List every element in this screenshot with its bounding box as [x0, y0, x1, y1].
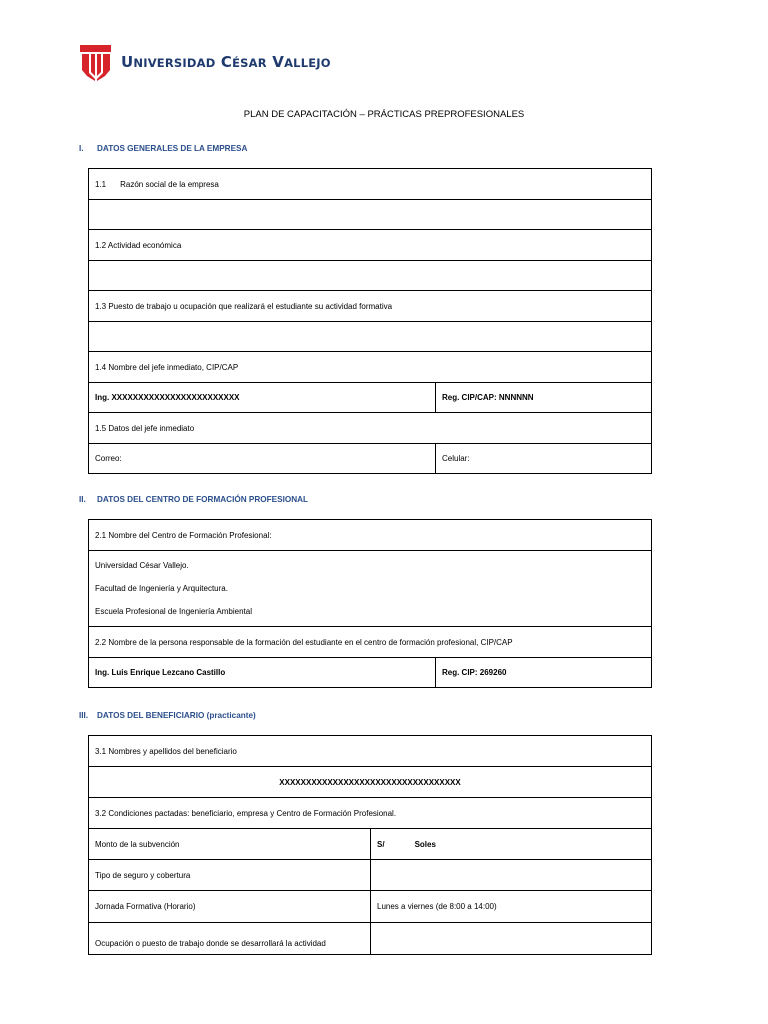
monto-currency: S/ [377, 839, 385, 849]
university-name: UNIVERSIDAD CÉSAR VALLEJO [121, 53, 331, 71]
correo-field[interactable]: Correo: [89, 444, 436, 474]
razon-social-field[interactable] [89, 200, 652, 230]
puesto-label: 1.3 Puesto de trabajo u ocupación que realizará el estudiante su actividad formativa [89, 291, 652, 322]
university-logo [79, 42, 331, 82]
jornada-field[interactable]: Lunes a viernes (de 8:00 a 14:00) [371, 891, 652, 923]
centro-linea-universidad: Universidad César Vallejo. [95, 561, 189, 570]
beneficiario-nombre[interactable]: XXXXXXXXXXXXXXXXXXXXXXXXXXXXXXXXXX [89, 767, 652, 798]
jefe-nombre[interactable]: Ing. XXXXXXXXXXXXXXXXXXXXXXXX [89, 383, 436, 413]
ocupacion-field[interactable] [371, 923, 652, 955]
datos-jefe-label: 1.5 Datos del jefe inmediato [89, 413, 652, 444]
monto-label: Monto de la subvención [89, 829, 371, 860]
responsable-reg[interactable]: Reg. CIP: 269260 [436, 658, 652, 688]
empresa-table [88, 168, 652, 474]
seguro-label: Tipo de seguro y cobertura [89, 860, 371, 891]
section-heading-centro: II. DATOS DEL CENTRO DE FORMACIÓN PROFESIONAL [79, 495, 309, 504]
ocupacion-label: Ocupación o puesto de trabajo donde se desarrollará la actividad [89, 923, 371, 955]
jefe-reg[interactable]: Reg. CIP/CAP: NNNNNN [436, 383, 652, 413]
condiciones-label: 3.2 Condiciones pactadas: beneficiario, empresa y Centro de Formación Profesional. [89, 798, 652, 829]
section-heading-beneficiario: III. DATOS DEL BENEFICIARIO (practicante) [79, 711, 256, 720]
puesto-field[interactable] [89, 322, 652, 352]
section-heading-empresa: I. DATOS GENERALES DE LA EMPRESA [79, 144, 248, 153]
monto-unit: Soles [414, 839, 436, 849]
celular-field[interactable]: Celular: [436, 444, 652, 474]
centro-linea-escuela: Escuela Profesional de Ingeniería Ambiental [95, 607, 252, 616]
beneficiario-label: 3.1 Nombres y apellidos del beneficiario [89, 736, 652, 767]
centro-detalle [89, 551, 652, 627]
centro-label: 2.1 Nombre del Centro de Formación Profesional: [89, 520, 652, 551]
ucv-shield-icon [79, 43, 112, 81]
responsable-nombre[interactable]: Ing. Luis Enrique Lezcano Castillo [89, 658, 436, 688]
beneficiario-table [88, 735, 652, 955]
seguro-field[interactable] [371, 860, 652, 891]
responsable-label: 2.2 Nombre de la persona responsable de la formación del estudiante en el centro de formación profesional, CIP/CAP [89, 627, 652, 658]
actividad-label: 1.2 Actividad económica [89, 230, 652, 261]
centro-linea-facultad: Facultad de Ingeniería y Arquitectura. [95, 584, 228, 593]
razon-social-label: 1.1 Razón social de la empresa [89, 169, 652, 200]
document-title: PLAN DE CAPACITACIÓN – PRÁCTICAS PREPROFESIONALES [243, 109, 525, 120]
monto-field[interactable] [371, 829, 652, 860]
actividad-field[interactable] [89, 261, 652, 291]
jornada-label: Jornada Formativa (Horario) [89, 891, 371, 923]
centro-table [88, 519, 652, 688]
jefe-label: 1.4 Nombre del jefe inmediato, CIP/CAP [89, 352, 652, 383]
